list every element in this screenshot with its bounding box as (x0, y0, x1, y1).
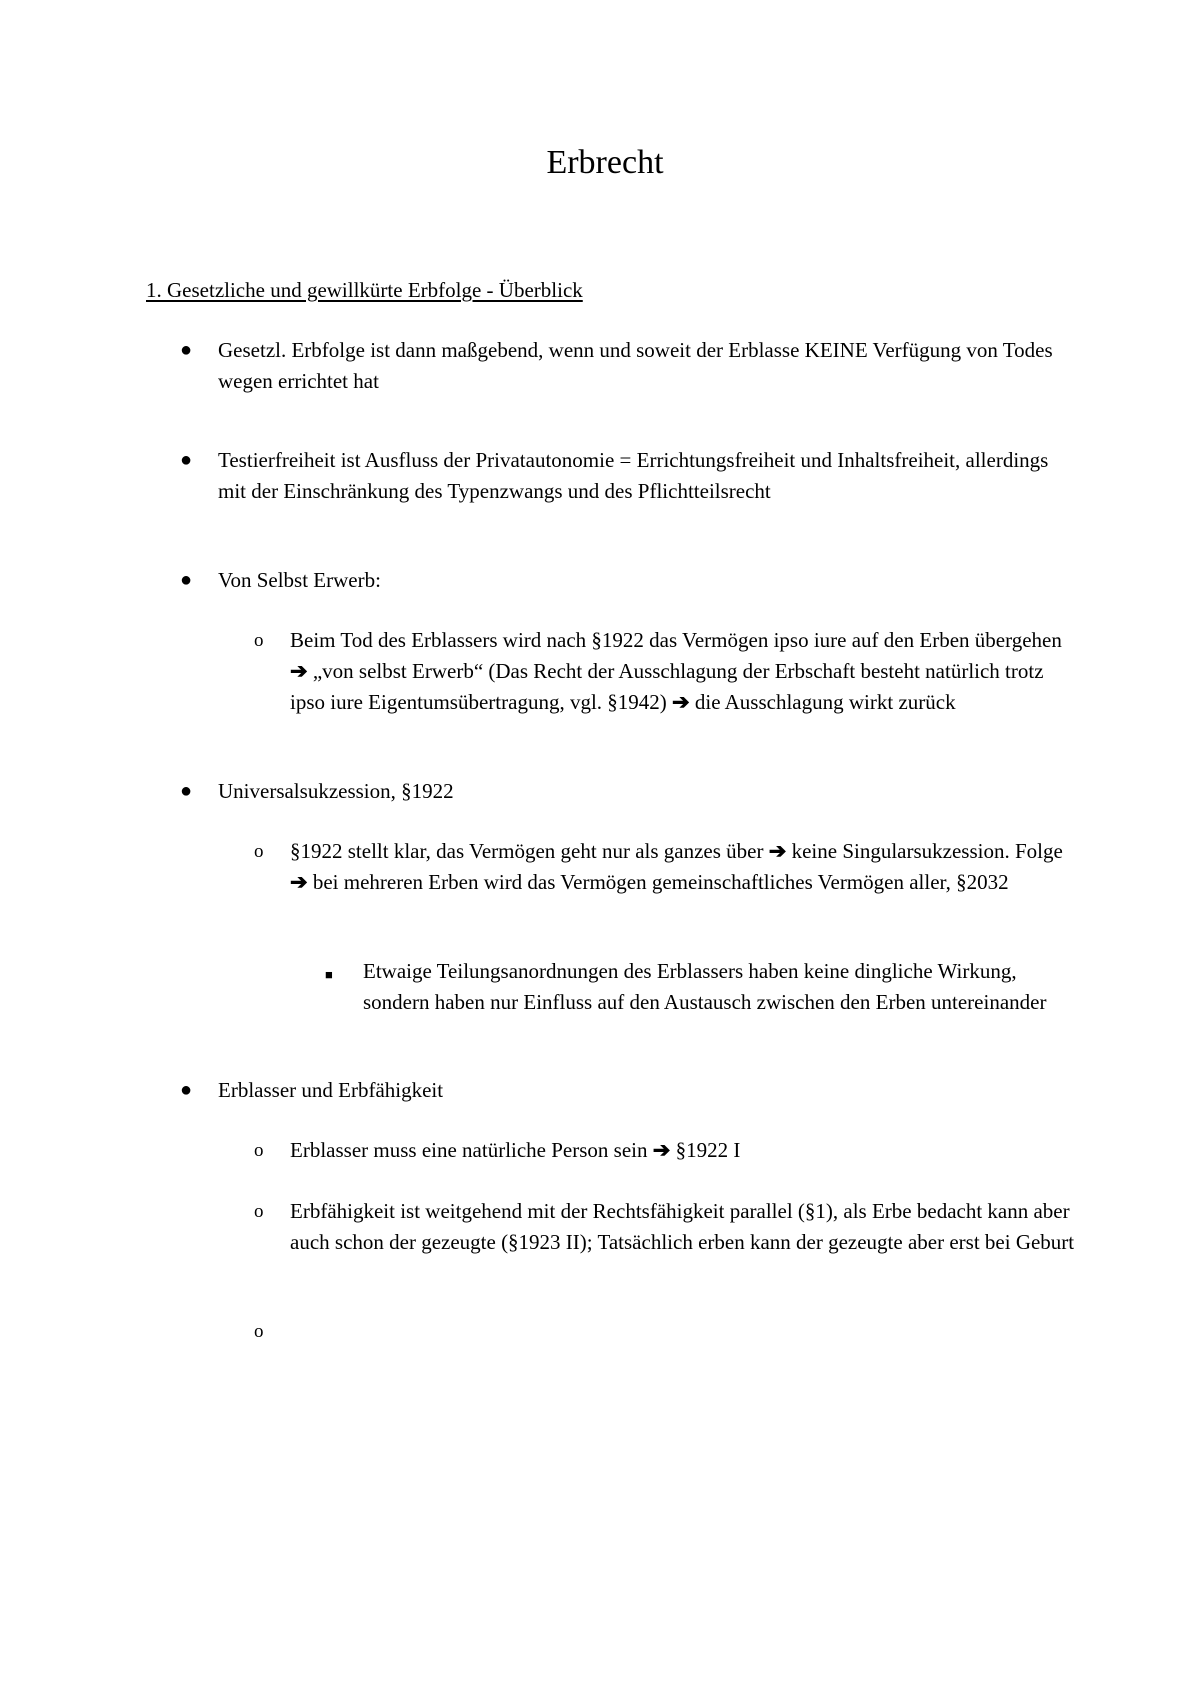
list-item (254, 1196, 1080, 1258)
list-item-text: Erblasser muss eine natürliche Person sein (290, 1138, 648, 1162)
list-item-text: Etwaige Teilungsanordnungen des Erblassers haben keine dingliche Wirkung, sondern haben nur Einfluss auf den Austausch zwischen den Erben untereinander (363, 959, 1047, 1014)
arrow-right-icon: ➔ (652, 1138, 671, 1162)
list-item-text: Gesetzl. Erbfolge ist dann maßgebend, wenn und soweit der Erblasse KEINE Verfügung von Todes wegen errichtet hat (218, 338, 1053, 393)
arrow-right-icon: ➔ (290, 870, 308, 894)
list-item-text: bei mehreren Erben wird das Vermögen gemeinschaftliches Vermögen aller, §2032 (312, 870, 1009, 894)
circle-bullet-icon: o (254, 1321, 264, 1342)
document-title: Erbrecht (546, 144, 664, 181)
section-heading: 1. Gesetzliche und gewillkürte Erbfolge - Überblick (146, 278, 583, 302)
bullet-icon: ● (180, 569, 193, 591)
list-item (180, 335, 1078, 397)
list-item-text: §1922 I (675, 1138, 741, 1162)
list-item-text: keine Singularsukzession. Folge (791, 839, 1063, 863)
bullet-icon: ● (180, 449, 193, 471)
list-item (180, 445, 1078, 507)
list-item-text: Erblasser und Erbfähigkeit (218, 1078, 444, 1102)
list-item-text: Beim Tod des Erblassers wird nach §1922 das Vermögen ipso iure auf den Erben übergehen (290, 628, 1062, 652)
circle-bullet-icon: o (254, 841, 264, 862)
square-bullet-icon: ■ (325, 967, 333, 982)
list-item-text: Von Selbst Erwerb: (218, 568, 381, 592)
arrow-right-icon: ➔ (672, 690, 690, 714)
list-item (325, 956, 1078, 1018)
circle-bullet-icon: o (254, 630, 264, 651)
list-item (180, 776, 1078, 807)
list-item (180, 565, 1078, 596)
list-item-text: „von selbst Erwerb“ (Das Recht der Ausschlagung der Erbschaft besteht natürlich trotz ipso iure Eigentumsübertragung, vgl. §1942) (290, 659, 1044, 714)
list-item (254, 1135, 1080, 1166)
bullet-icon: ● (180, 339, 193, 361)
list-item-text: §1922 stellt klar, das Vermögen geht nur als ganzes über (290, 839, 764, 863)
bullet-icon: ● (180, 1079, 193, 1101)
list-item-text: Testierfreiheit ist Ausfluss der Privatautonomie = Errichtungsfreiheit und Inhaltsfreiheit, allerdings mit der Einschränkung des Typenzwangs und des Pflichtteilsrecht (218, 448, 1049, 503)
circle-bullet-icon: o (254, 1140, 264, 1161)
arrow-right-icon: ➔ (290, 659, 308, 683)
arrow-right-icon: ➔ (768, 839, 787, 863)
bullet-icon: ● (180, 780, 193, 802)
list-item (254, 625, 1080, 718)
circle-bullet-icon: o (254, 1201, 264, 1222)
list-item (180, 1075, 1078, 1106)
list-item-text: Universalsukzession, §1922 (218, 779, 454, 803)
list-item-text: die Ausschlagung wirkt zurück (694, 690, 956, 714)
list-item (254, 836, 1080, 898)
list-item-text: Erbfähigkeit ist weitgehend mit der Rechtsfähigkeit parallel (§1), als Erbe bedacht kann aber auch schon der gezeugte (§1923 II); Tatsächlich erben kann der gezeugte aber erst bei Geburt (290, 1199, 1075, 1254)
